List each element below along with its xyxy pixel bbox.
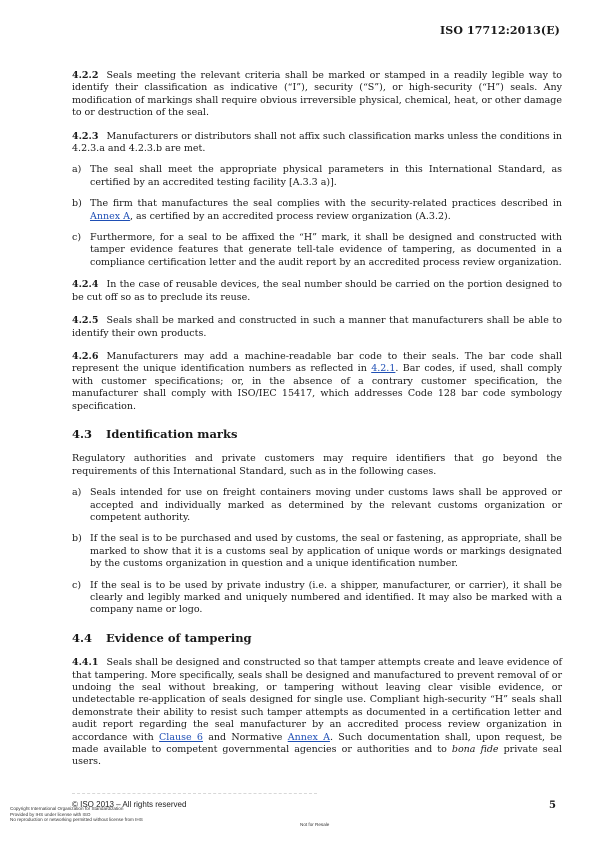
list-item-text: If the seal is to be used by private industry (i.e. a shipper, manufacturer, or carrier), it shall be clearly and legibly marked and uniquely numbered and identified. It may also be marked with a company name or logo. [90,579,562,616]
clause-text: In the case of reusable devices, the seal number should be carried on the portion designed to be cut off so as to preclude its reuse. [72,279,562,303]
copyright-notice: © ISO 2013 – All rights reserved [72,800,187,809]
section-number: 4.3 [72,426,93,441]
clause-text-pre: Manufacturers may add a machine-readable bar code to their seals. The bar code shall represent the unique identification numbers as reflected in [72,350,562,375]
clause-number: 4.2.4 [72,279,99,291]
list-item [72,164,562,189]
list-item-text: If the seal is to be purchased and used by customs, the seal or fastening, as appropriate, shall be marked to show that it is a customs seal by application of unique words or markings designated by the customs organization in question and a unique identification number. [90,533,562,570]
annex-a-link[interactable]: Annex A [90,210,130,222]
license-notice [10,806,143,823]
list-item-label: b) [72,533,82,545]
clause-text-post: . Such documentation shall, upon request, be made available to competent governmental agencies or authorities and to [72,731,563,756]
clause-4-2-6 [72,351,562,413]
document-body [72,70,562,780]
clause-text-mid: and Normative [202,731,288,743]
list-item-text: The seal shall meet the appropriate physical parameters in this International Standard, as certified by an accredited testing facility [A.3.3 a)]. [90,164,562,188]
section-4-3-list [72,487,562,617]
resale-notice: Not for Resale [300,822,330,827]
footer-divider [72,793,317,794]
list-item [72,533,562,570]
clause-4-2-4 [72,279,562,304]
section-heading-4-4 [72,632,562,644]
clause-text-post: . Bar codes, if used, shall comply with customer specifications; or, in the absence of a contrary customer specification, the manufacturer shall comply with ISO/IEC 15417, which addresses Code 128 bar code symbology specification. [72,363,562,412]
license-line: No reproduction or networking permitted without license from IHS [10,817,143,823]
clause-number: 4.4.1 [72,657,99,669]
list-item-text: Furthermore, for a seal to be affixed the “H” mark, it shall be designed and constructed with tamper evidence features that generate tell-tale evidence of tampering, as documented in a compliance certification letter and the audit report by an accredited process review organization. [90,232,562,268]
license-line: Provided by IHS under license with ISO [10,811,91,817]
clause-number: 4.2.3 [72,130,99,142]
list-item-label: a) [72,487,82,499]
clause-4-2-3 [72,131,562,156]
section-title: Identification marks [106,426,238,441]
list-item-label: c) [72,232,82,244]
clause-text-pre: Seals shall be designed and constructed so that tamper attempts create and leave evidence of that tampering. More specifically, seals shall be designed and manufactured to prevent removal of or undoing the seal without breaking, or tampering without leaving clear visible evidence, or undetectable re-application of seals designed for single use. Compliant high-security “H” seals shall demonstrate their ability to resist such tamper attempts as documented in a certification letter and audit report regarding the seal manufacturer by an accredited process review organization in accordance with [72,657,562,743]
clause-number: 4.2.5 [72,315,99,327]
clause-text-end: private seal users. [72,744,562,768]
clause-number: 4.2.2 [72,70,99,81]
list-item-label: a) [72,164,82,176]
list-item [72,232,562,269]
clause-4-2-5 [72,315,562,340]
clause-text: Seals shall be marked and constructed in such a manner that manufacturers shall be able to identify their own products. [72,315,562,339]
list-item [72,580,562,617]
document-id-header: ISO 17712:2013(E) [440,24,560,37]
section-heading-4-3 [72,428,562,440]
clause-text: Manufacturers or distributors shall not affix such classification marks unless the conditions in 4.2.3.a and 4.2.3.b are met. [72,130,562,155]
clause-text: Seals meeting the relevant criteria shall be marked or stamped in a readily legible way to identify their classification as indicative (“I”), security (“S”), or high-security (“H”) seals. Any modification of markings shall require obvious irreversible physical, chemical, heat, or other damage to or destruction of the seal. [72,70,562,119]
clause-4-2-3-list [72,164,562,269]
list-item-label: c) [72,579,82,591]
list-item-text-pre: The firm that manufactures the seal complies with the security-related practices described in [90,198,562,210]
section-4-3-intro: Regulatory authorities and private customers may require identifiers that go beyond the requirements of this International Standard, such as in the following cases. [72,453,562,477]
list-item-text-post: , as certified by an accredited process review organization (A.3.2). [129,210,451,222]
list-item [72,487,562,524]
list-item-text [90,198,562,223]
section-title: Evidence of tampering [106,630,252,645]
clause-4-2-1-link[interactable]: 4.2.1 [371,363,396,375]
clause-number: 4.2.6 [72,350,99,362]
list-item-text: Seals intended for use on freight containers moving under customs laws shall be approved or accepted and individually marked as determined by the relevant customs organization or competent authority. [90,487,562,523]
clause-6-link[interactable]: Clause 6 [159,731,203,743]
list-item-label: b) [72,198,82,210]
clause-4-4-1 [72,657,562,769]
italic-term: bona fide [451,744,499,756]
page-number: 5 [549,800,556,811]
list-item [72,198,562,223]
annex-a-link[interactable]: Annex A [287,731,330,743]
section-number: 4.4 [72,630,93,645]
license-line: Copyright International Organization for Standardization [10,806,124,811]
clause-4-2-2 [72,70,562,120]
